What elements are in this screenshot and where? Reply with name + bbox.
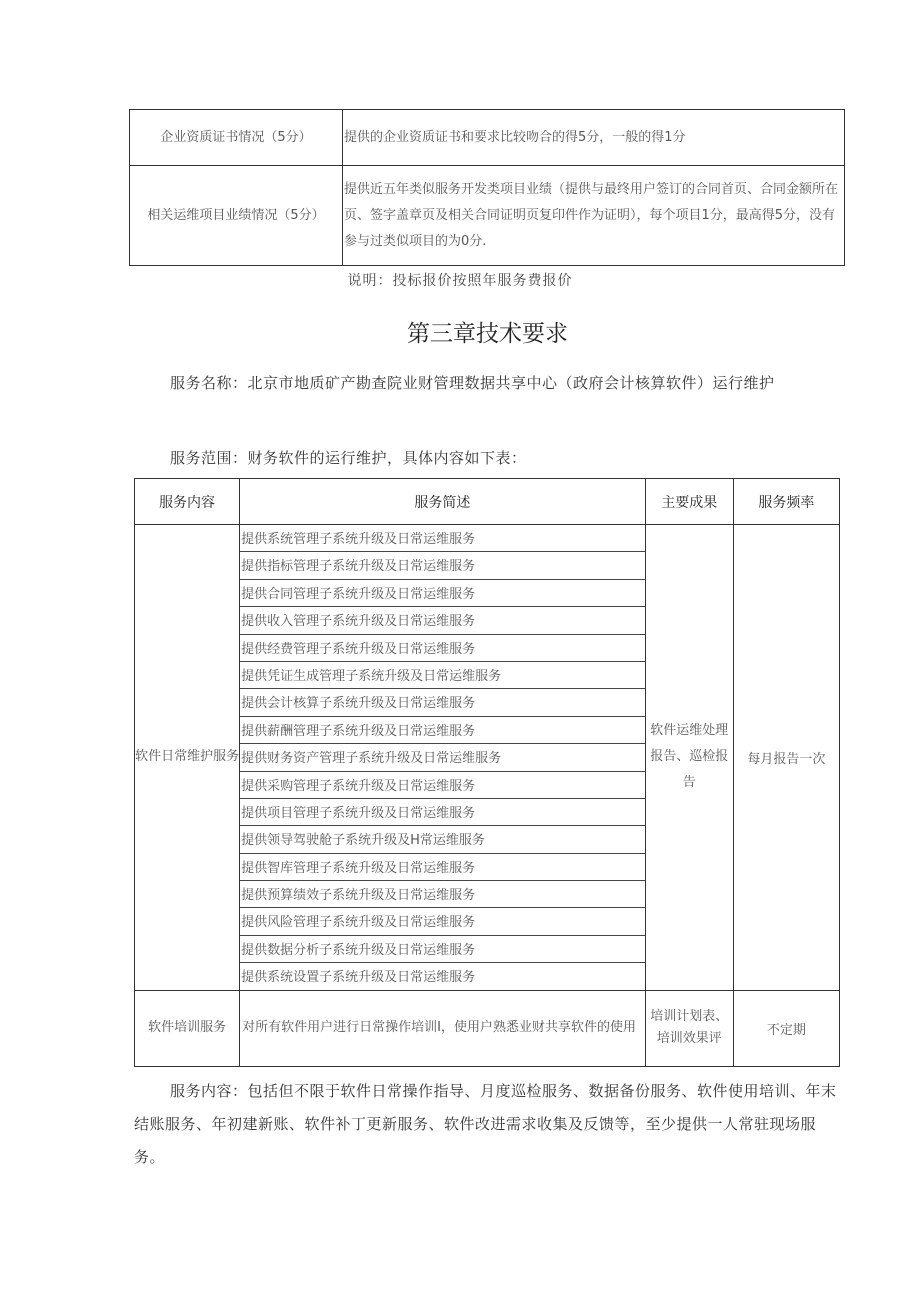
service-category-cell: 软件日常维护服务 <box>135 525 240 991</box>
scoring-table <box>129 109 845 266</box>
service-name-paragraph: 服务名称：北京市地质矿产勘查院业财管理数据共享中心（政府会计核算软件）运行维护 <box>170 374 775 392</box>
frequency-cell: 不定期 <box>733 990 839 1066</box>
service-description-cell <box>240 525 646 991</box>
list-item: 提供预算绩效子系统升级及日常运维服务 <box>240 881 645 908</box>
service-content-paragraph: 服务内容：包括但不限于软件日常操作指导、月度巡检服务、数据备份服务、软件使用培训、年末结账服务、年初建新账、软件补丁更新服务、软件改进需求收集及反馈等，至少提供一人常驻现场服务。 <box>134 1082 837 1166</box>
chapter-title: 第三章技术要求 <box>407 321 568 347</box>
service-scope-paragraph: 服务范围：财务软件的运行维护，具体内容如下表： <box>170 449 527 467</box>
list-item: 提供风险管理子系统升级及日常运维服务 <box>240 908 645 935</box>
list-item: 提供合同管理子系统升级及日常运维服务 <box>240 580 645 607</box>
table-row <box>130 110 845 166</box>
score-item-cell: 相关运维项目业绩情况（5分） <box>130 166 343 266</box>
list-item: 提供凭证生成管理子系统升级及日常运维服务 <box>240 662 645 689</box>
header-service-content: 服务内容 <box>135 479 240 525</box>
list-item: 提供收入管理子系统升级及日常运维服务 <box>240 607 645 634</box>
table-row <box>135 525 840 991</box>
main-result-cell: 软件运维处理报告、巡检报告 <box>645 525 733 991</box>
service-description-cell: 对所有软件用户进行日常操作培训I，使用户熟悉业财共享软件的使用 <box>240 990 646 1066</box>
list-item: 提供经费管理子系统升级及日常运维服务 <box>240 635 645 662</box>
service-table <box>134 478 840 1067</box>
subsystem-list <box>240 525 645 990</box>
table-row <box>130 166 845 266</box>
header-service-frequency: 服务频率 <box>733 479 839 525</box>
list-item: 提供项目管理子系统升级及日常运维服务 <box>240 799 645 826</box>
list-item: 提供指标管理子系统升级及日常运维服务 <box>240 552 645 579</box>
list-item: 提供会计核算子系统升级及日常运维服务 <box>240 689 645 716</box>
list-item: 提供数据分析子系统升级及日常运维服务 <box>240 936 645 963</box>
score-description-cell: 提供近五年类似服务开发类项目业绩（提供与最终用户签订的合同首页、合同金额所在页、签字盖章页及相关合同证明页复印件作为证明），每个项目1分，最高得5分，没有参与过类似项目的为0分. <box>343 166 845 266</box>
main-result-cell: 培训计划表、培训效果评 <box>645 990 733 1066</box>
list-item: 提供薪酬管理子系统升级及日常运维服务 <box>240 717 645 744</box>
header-main-result: 主要成果 <box>645 479 733 525</box>
score-item-cell: 企业资质证书情况（5分） <box>130 110 343 166</box>
list-item: 提供采购管理子系统升级及日常运维服务 <box>240 772 645 799</box>
pricing-note: 说明：投标报价按照年服务费报价 <box>347 273 573 289</box>
list-item: 提供领导驾驶舱子系统升级及H常运维服务 <box>240 826 645 853</box>
list-item: 提供系统设置子系统升级及日常运维服务 <box>241 970 476 986</box>
service-category-cell: 软件培训服务 <box>135 990 240 1066</box>
header-service-description: 服务简述 <box>240 479 646 525</box>
frequency-cell: 每月报告一次 <box>733 525 839 991</box>
list-item: 提供系统管理子系统升级及日常运维服务 <box>240 525 645 552</box>
list-item: 提供财务资产管理子系统升级及日常运维服务 <box>240 744 645 771</box>
list-item: 提供智库管理子系统升级及日常运维服务 <box>240 854 645 881</box>
table-header-row <box>135 479 840 525</box>
score-description-cell: 提供的企业资质证书和要求比较吻合的得5分，一般的得1分 <box>343 110 845 166</box>
table-row <box>135 990 840 1066</box>
